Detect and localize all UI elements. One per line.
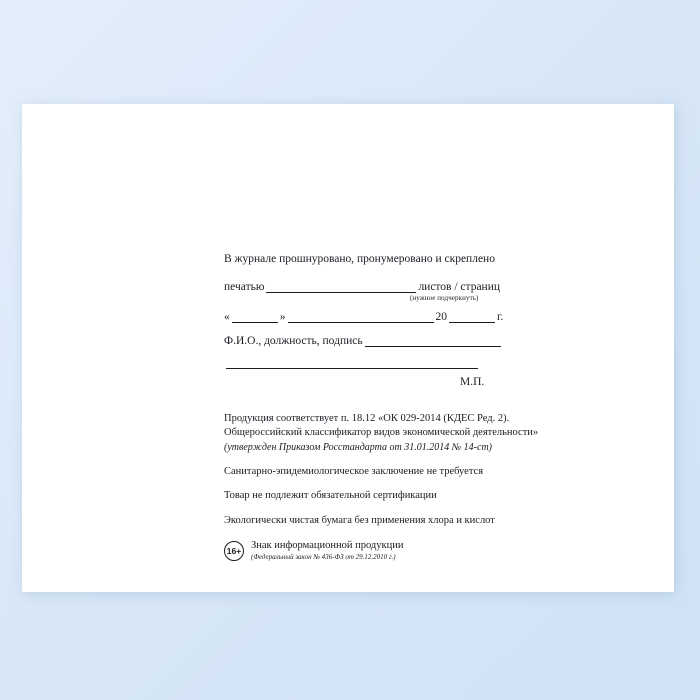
date-quote-open: «	[224, 310, 230, 323]
notes-block	[224, 412, 644, 562]
info-sign-title: Знак информационной продукции	[251, 539, 404, 551]
certification-intro-line: В журнале прошнуровано, пронумеровано и скреплено	[224, 253, 495, 265]
product-note-line-3: (утвержден Приказом Росстандарта от 31.01.2014 № 14-ст)	[224, 441, 492, 453]
underline-note: (нужное подчеркнуть)	[410, 293, 479, 302]
date-year-line[interactable]	[449, 311, 495, 323]
seal-row	[224, 281, 644, 293]
document-content	[224, 252, 644, 562]
date-month-line[interactable]	[288, 311, 434, 323]
product-note-line-1: Продукция соответствует п. 18.12 «ОК 029-2014 (КДЕС Ред. 2).	[224, 412, 510, 424]
eco-note: Экологически чистая бумага без применения хлора и кислот	[224, 515, 495, 527]
date-year-prefix: 20	[435, 310, 447, 323]
date-day-line[interactable]	[232, 311, 278, 323]
fio-fill-line[interactable]	[365, 335, 501, 347]
product-note-line-2: Общероссийский классификатор видов экономической деятельности»	[224, 427, 539, 439]
fio-row	[224, 335, 644, 347]
info-sign-law: (Федеральный закон № 436-ФЗ от 29.12.2010 г.)	[251, 553, 396, 562]
certification-note: Товар не подлежит обязательной сертификации	[224, 490, 437, 502]
fio-second-row	[224, 357, 644, 369]
document-page	[22, 104, 674, 592]
fio-fill-line-2[interactable]	[226, 357, 478, 369]
sheets-label: листов / страниц	[418, 280, 501, 293]
info-sign-row	[224, 540, 644, 562]
certification-block	[224, 252, 644, 268]
seal-label: печатью	[224, 280, 265, 293]
date-row	[224, 311, 644, 323]
sanitary-note: Санитарно-эпидемиологическое заключение не требуется	[224, 465, 484, 477]
age-rating-badge-icon: 16+	[224, 541, 244, 561]
date-quote-close: »	[279, 310, 286, 323]
date-year-suffix: г.	[497, 310, 504, 323]
info-sign-text	[251, 540, 403, 562]
mp-label: М.П.	[460, 375, 485, 388]
fio-label: Ф.И.О., должность, подпись	[224, 334, 363, 347]
seal-fill-line[interactable]	[266, 281, 416, 293]
